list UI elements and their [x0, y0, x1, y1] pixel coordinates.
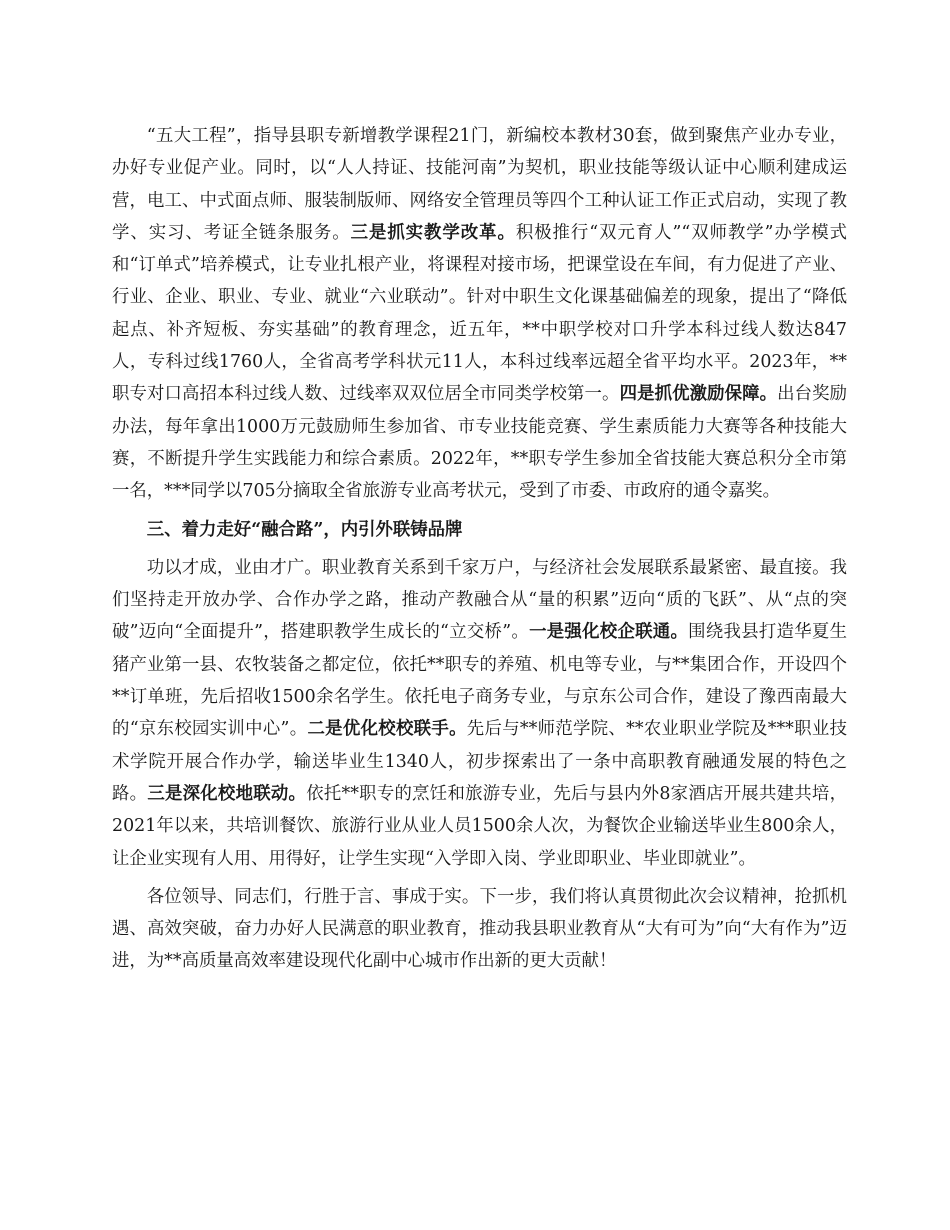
- paragraph-2-bold-3: 三是深化校地联动。: [147, 783, 307, 804]
- paragraph-1: [112, 120, 847, 508]
- paragraph-1-bold-2: 四是抓优激励保障。: [619, 384, 778, 405]
- paragraph-2-text-3: 先后与**师范学院、**农业职业学院及***职业技术学院开展合作办学，输送毕业生1340人，初步探索出了一条中高职教育融通发展的特色之路。: [112, 719, 847, 804]
- paragraph-2-text-2: 围绕我县打造华夏生猪产业第一县、农牧装备之都定位，依托**职专的养殖、机电等专业，与**集团合作，开设四个**订单班，先后招收1500余名学生。依托电子商务专业，与京东公司合作，建设了豫西南最大的“京东校园实训中心”。: [112, 622, 847, 740]
- paragraph-1-text-1: “五大工程”，指导县职专新增教学课程21门，新编校本教材30套，做到聚焦产业办专业，办好专业促产业。同时，以“人人持证、技能河南”为契机，职业技能等级认证中心顺利建成运营，电工、中式面点师、服装制版师、网络安全管理员等四个工种认证工作正式启动，实现了教学、实习、考证全链条服务。: [112, 126, 847, 243]
- paragraph-1-text-2: 积极推行“双元育人”“双师教学”办学模式和“订单式”培养模式，让专业扎根产业，将课程对接市场，把课堂设在车间，有力促进了产业、行业、企业、职业、专业、就业“六业联动”。针对中职生文化课基础偏差的现象，提出了“降低起点、补齐短板、夯实基础”的教育理念，近五年，**中职学校对口升学本科过线人数达847人，专科过线1760人，全省高考学科状元11人，本科过线率远超全省平均水平。2023年，**职专对口高招本科过线人数、过线率双双位居全市同类学校第一。: [112, 222, 847, 405]
- paragraph-1-text-3: 出台奖励办法，每年拿出1000万元鼓励师生参加省、市专业技能竞赛、学生素质能力大赛等各种技能大赛，不断提升学生实践能力和综合素质。2022年，**职专学生参加全省技能大赛总积分全市第一名，***同学以705分摘取全省旅游专业高考状元，受到了市委、市政府的通令嘉奖。: [112, 384, 847, 502]
- paragraph-2-bold-1: 一是强化校企联通。: [529, 622, 689, 643]
- paragraph-3: 各位领导、同志们，行胜于言、事成于实。下一步，我们将认真贯彻此次会议精神，抢抓机遇、高效突破，奋力办好人民满意的职业教育，推动我县职业教育从“大有可为”向“大有作为”迈进，为**高质量高效率建设现代化副中心城市作出新的更大贡献！: [112, 886, 847, 972]
- paragraph-1-bold-1: 三是抓实教学改革。: [350, 222, 516, 243]
- paragraph-2-text-1: 功以才成，业由才广。职业教育关系到千家万户，与经济社会发展联系最紧密、最直接。我们坚持走开放办学、合作办学之路，推动产教融合从“量的积累”迈向“质的飞跃”、从“点的突破”迈向“全面提升”，搭建职教学生成长的“立交桥”。: [112, 557, 847, 643]
- document-body: [112, 120, 847, 978]
- paragraph-2-text-4: 依托**职专的烹饪和旅游专业，先后与县内外8家酒店开展共建共培，2021年以来，共培训餐饮、旅游行业从业人员1500余人次，为餐饮企业输送毕业生800余人，让企业实现有人用、用得好，让学生实现“入学即入岗、学业即职业、毕业即就业”。: [112, 783, 847, 869]
- paragraph-2: [112, 552, 847, 875]
- paragraph-2-bold-2: 二是优化校校联手。: [307, 719, 467, 740]
- section-heading: 三、着力走好“融合路”，内引外联铸品牌: [146, 519, 463, 540]
